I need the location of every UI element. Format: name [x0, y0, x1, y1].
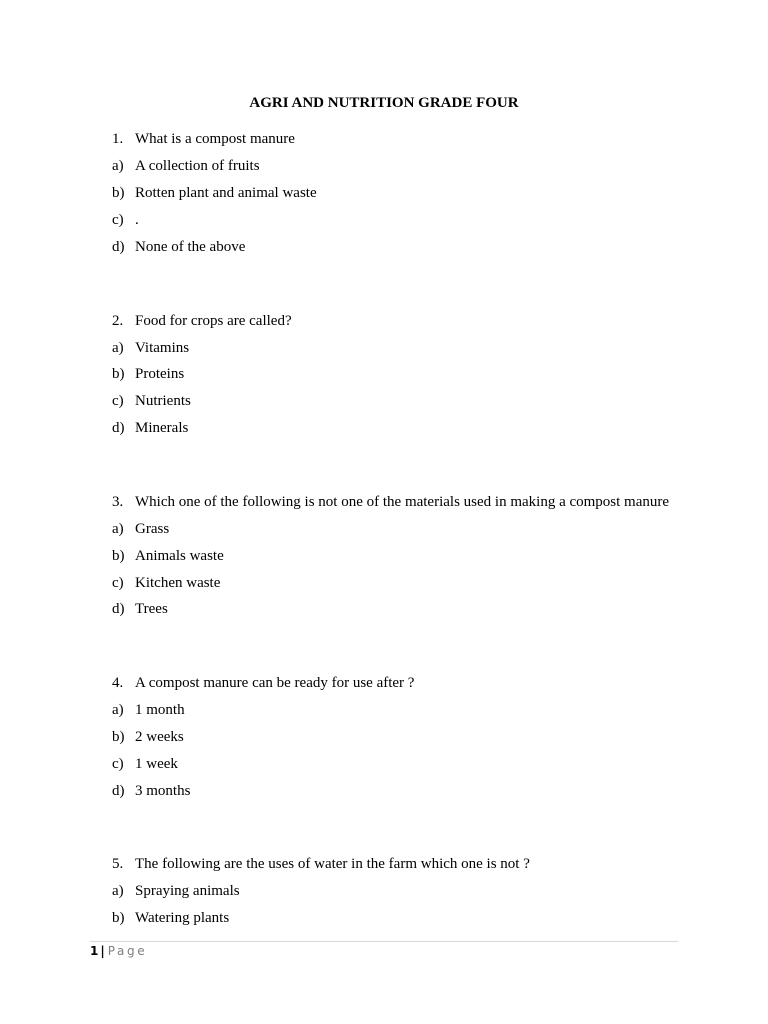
question-number: 5. [112, 856, 124, 872]
option-letter: a) [112, 158, 124, 174]
option-letter: b) [112, 185, 125, 201]
option-text: 3 months [135, 783, 191, 799]
question-number: 2. [112, 313, 124, 329]
page-footer [90, 943, 147, 959]
option-text: Kitchen waste [135, 575, 221, 591]
question-number: 3. [112, 494, 124, 510]
option-text: 2 weeks [135, 729, 184, 745]
option-text: . [135, 212, 139, 228]
question-text: What is a compost manure [135, 131, 295, 147]
option-text: Proteins [135, 366, 185, 382]
option-letter: d) [112, 601, 125, 617]
option-text: Rotten plant and animal waste [135, 185, 317, 201]
option-letter: a) [112, 883, 124, 899]
option-letter: c) [112, 756, 124, 772]
option-text: A collection of fruits [135, 158, 260, 174]
option-text: 1 week [135, 756, 178, 772]
question-text: Food for crops are called? [135, 313, 292, 329]
question-text: The following are the uses of water in the farm which one is not ? [135, 856, 530, 872]
option-letter: b) [112, 729, 125, 745]
option-text: Vitamins [135, 340, 190, 356]
option-letter: c) [112, 212, 124, 228]
option-letter: b) [112, 910, 125, 926]
option-letter: a) [112, 521, 124, 537]
footer-divider [90, 941, 678, 942]
option-letter: a) [112, 702, 124, 718]
footer-separator: | [100, 944, 105, 958]
option-letter: c) [112, 575, 124, 591]
option-text: None of the above [135, 239, 246, 255]
option-letter: d) [112, 420, 125, 436]
option-letter: b) [112, 548, 125, 564]
question-text: Which one of the following is not one of the materials used in making a compost manure [135, 494, 670, 510]
option-text: Trees [135, 601, 168, 617]
option-text: Grass [135, 521, 170, 537]
option-text: Nutrients [135, 393, 191, 409]
question-text: A compost manure can be ready for use after ? [135, 675, 415, 691]
option-letter: d) [112, 783, 125, 799]
option-text: 1 month [135, 702, 185, 718]
option-letter: b) [112, 366, 125, 382]
option-text: Watering plants [135, 910, 230, 926]
option-letter: d) [112, 239, 125, 255]
option-text: Minerals [135, 420, 189, 436]
question-number: 4. [112, 675, 124, 691]
page-label: Page [107, 944, 148, 958]
option-letter: a) [112, 340, 124, 356]
option-text: Animals waste [135, 548, 224, 564]
document-title: AGRI AND NUTRITION GRADE FOUR [249, 95, 519, 111]
option-letter: c) [112, 393, 124, 409]
question-number: 1. [112, 131, 124, 147]
option-text: Spraying animals [135, 883, 240, 899]
page-number: 1 [90, 944, 99, 958]
